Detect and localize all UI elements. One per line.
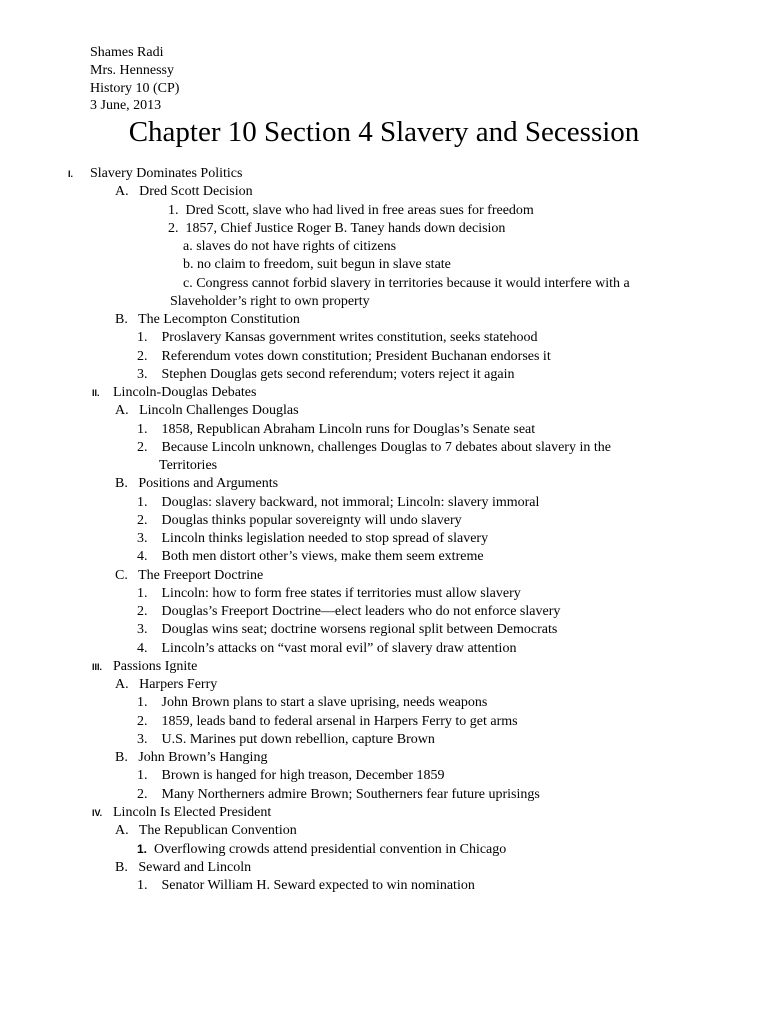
student-name: Shames Radi	[90, 45, 164, 60]
roman-numeral: I.	[68, 169, 74, 179]
item-number: 1.	[137, 842, 148, 856]
page-title: Chapter 10 Section 4 Slavery and Secession	[128, 116, 640, 148]
outline-item	[137, 840, 506, 859]
outline-item: 3. Douglas wins seat; doctrine worsens regional split between Democrats	[137, 622, 558, 637]
outline-item: 1. Lincoln: how to form free states if territories must allow slavery	[137, 586, 521, 601]
outline-item: 2. Many Northerners admire Brown; Southerners fear future uprisings	[137, 787, 540, 802]
outline-item: 2. 1857, Chief Justice Roger B. Taney hands down decision	[168, 221, 506, 236]
outline-item: 4. Lincoln’s attacks on “vast moral evil” of slavery draw attention	[137, 641, 517, 656]
outline-item: 1. 1858, Republican Abraham Lincoln runs for Douglas’s Senate seat	[137, 422, 536, 437]
roman-numeral: III.	[92, 662, 103, 672]
outline-item: 2. Referendum votes down constitution; President Buchanan endorses it	[137, 349, 551, 364]
outline-subheading: B. John Brown’s Hanging	[115, 750, 268, 765]
outline-item: Slaveholder’s right to own property	[170, 294, 370, 309]
date: 3 June, 2013	[90, 98, 162, 113]
roman-numeral: IV.	[92, 808, 103, 818]
outline-heading: Lincoln-Douglas Debates	[113, 385, 257, 400]
outline-item: 2. Douglas’s Freeport Doctrine—elect leaders who do not enforce slavery	[137, 604, 561, 619]
outline-subheading: A. The Republican Convention	[115, 823, 297, 838]
outline-item: 1. John Brown plans to start a slave uprising, needs weapons	[137, 695, 488, 710]
outline-item: 2. 1859, leads band to federal arsenal in Harpers Ferry to get arms	[137, 714, 518, 729]
outline-item: 1. Senator William H. Seward expected to win nomination	[137, 878, 475, 893]
outline-item: 2. Douglas thinks popular sovereignty will undo slavery	[137, 513, 462, 528]
outline-item: 2. Because Lincoln unknown, challenges Douglas to 7 debates about slavery in the	[137, 440, 611, 455]
outline-item: 1. Dred Scott, slave who had lived in free areas sues for freedom	[168, 203, 534, 218]
outline-item: a. slaves do not have rights of citizens	[183, 239, 397, 254]
outline-item: c. Congress cannot forbid slavery in territories because it would interfere with a	[183, 276, 630, 291]
outline-subheading: C. The Freeport Doctrine	[115, 568, 264, 583]
item-text: Overflowing crowds attend presidential convention in Chicago	[147, 842, 507, 857]
outline-item: 3. Stephen Douglas gets second referendum; voters reject it again	[137, 367, 515, 382]
outline-item: 4. Both men distort other’s views, make them seem extreme	[137, 549, 484, 564]
roman-numeral: II.	[92, 388, 100, 398]
outline-subheading: A. Harpers Ferry	[115, 677, 218, 692]
teacher-name: Mrs. Hennessy	[90, 63, 174, 78]
outline-item: 3. U.S. Marines put down rebellion, capture Brown	[137, 732, 435, 747]
outline-item: 1. Douglas: slavery backward, not immoral; Lincoln: slavery immoral	[137, 495, 540, 510]
outline-item: 1. Brown is hanged for high treason, December 1859	[137, 768, 445, 783]
outline-item: b. no claim to freedom, suit begun in slave state	[183, 257, 451, 272]
outline-subheading: A. Dred Scott Decision	[115, 184, 253, 199]
course-name: History 10 (CP)	[90, 81, 180, 96]
outline-subheading: B. Seward and Lincoln	[115, 860, 252, 875]
outline-heading: Lincoln Is Elected President	[113, 805, 272, 820]
outline-subheading: A. Lincoln Challenges Douglas	[115, 403, 299, 418]
outline-heading: Slavery Dominates Politics	[90, 166, 243, 181]
outline-item: 1. Proslavery Kansas government writes constitution, seeks statehood	[137, 330, 538, 345]
outline-item: Territories	[159, 458, 218, 473]
outline-subheading: B. Positions and Arguments	[115, 476, 279, 491]
outline-subheading: B. The Lecompton Constitution	[115, 312, 300, 327]
outline-item: 3. Lincoln thinks legislation needed to stop spread of slavery	[137, 531, 489, 546]
outline-heading: Passions Ignite	[113, 659, 198, 674]
